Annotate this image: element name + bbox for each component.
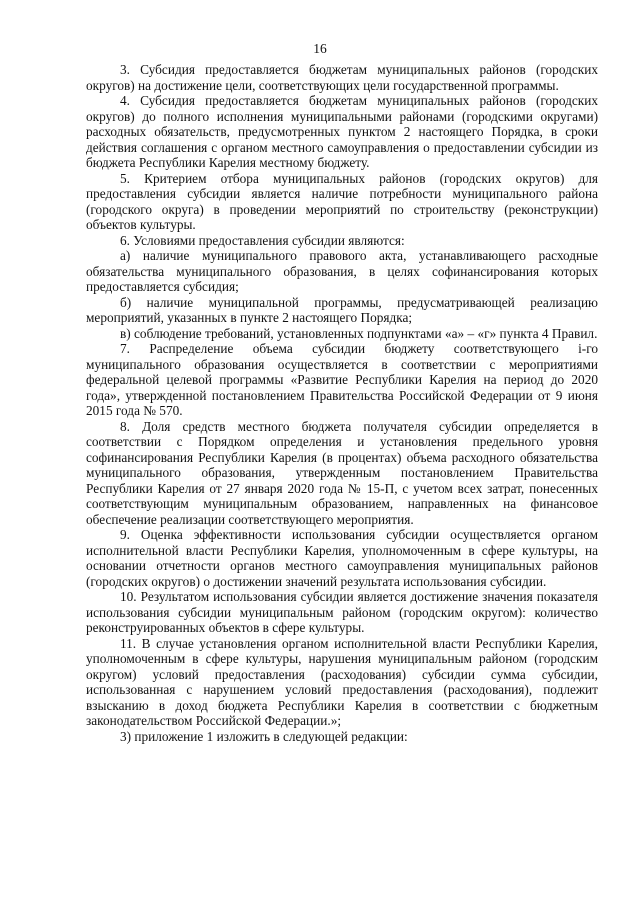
paragraph-10: 10. Результатом использования субсидии является достижение значения показателя использования субсидии муниципальным районом (городским округом): количество реконструированных объектов в сфере культуры. <box>86 589 598 635</box>
paragraph-11: 11. В случае установления органом исполнительной власти Республики Карелия, уполномоченным в сфере культуры, нарушения муниципальным районом (городским округом) условий предоставления (расходования) субсидии сумма субсидии, использованная с нарушением условий предоставления (расходования), подлежит взысканию в доход бюджета Республики Карелия в соответствии с бюджетным законодательством Российской Федерации.»; <box>86 635 598 728</box>
paragraph-5: 5. Критерием отбора муниципальных районов (городских округов) для предоставления субсидии является наличие потребности муниципального района (городского округа) в проведении мероприятий по строительству (реконструкции) объектов культуры. <box>86 170 598 232</box>
page-number: 16 <box>313 41 327 56</box>
paragraph-6a: а) наличие муниципального правового акта, устанавливающего расходные обязательства муниципального образования, в целях софинансирования которых предоставляется субсидия; <box>86 248 598 294</box>
paragraph-7: 7. Распределение объема субсидии бюджету соответствующего i-го муниципального образования осуществляется в соответствии с мероприятиями федеральной целевой программы «Развитие Республики Карелия на период до 2020 года», утвержденной постановлением Правительства Российской Федерации от 9 июня 2015 года № 570. <box>86 341 598 418</box>
paragraph-6v: в) соблюдение требований, установленных подпунктами «а» – «г» пункта 4 Правил. <box>120 325 598 341</box>
paragraph-9: 9. Оценка эффективности использования субсидии осуществляется органом исполнительной власти Республики Карелия, уполномоченным в сфере культуры, на основании отчетности органов местного самоуправления муниципальных районов (городских округов) о достижении значений результата использования субсидии. <box>86 527 598 589</box>
paragraph-6b: б) наличие муниципальной программы, предусматривающей реализацию мероприятий, указанных в пункте 2 настоящего Порядка; <box>86 294 598 325</box>
paragraph-8: 8. Доля средств местного бюджета получателя субсидии определяется в соответствии с Порядком определения и установления предельного уровня софинансирования Республики Карелия (в процентах) объема расходного обязательства муниципального образования, утвержденным постановлением Правительства Республики Карелия от 27 января 2020 года № 15-П, с учетом всех затрат, понесенных соответствующим муниципальным образованием, направленных на финансовое обеспечение реализации соответствующего мероприятия. <box>86 418 598 527</box>
paragraph-4: 4. Субсидия предоставляется бюджетам муниципальных районов (городских округов) до полного исполнения муниципальными районами (городскими округами) расходных обязательств, предусмотренных пунктом 2 настоящего Порядка, в сроки действия соглашения с органом местного самоуправления о предоставлении субсидии из бюджета Республики Карелия местному бюджету. <box>86 93 598 170</box>
paragraph-item-3: 3) приложение 1 изложить в следующей редакции: <box>120 728 408 744</box>
paragraph-3: 3. Субсидия предоставляется бюджетам муниципальных районов (городских округов) на достижение цели, соответствующих цели государственной программы. <box>86 62 598 93</box>
paragraph-6: 6. Условиями предоставления субсидии являются: <box>120 232 405 248</box>
document-body <box>86 62 598 744</box>
